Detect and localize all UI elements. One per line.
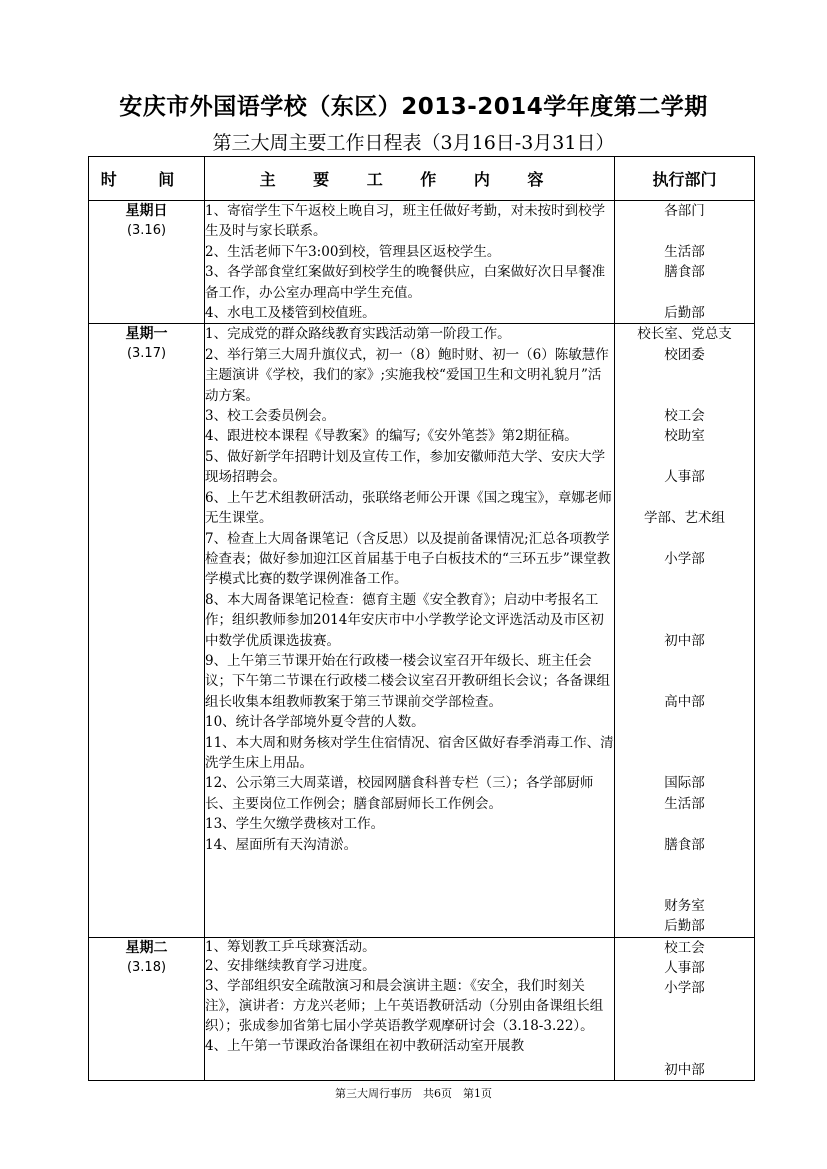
dept-label: 校工会 <box>664 939 705 956</box>
dept-label: 小学部 <box>664 550 705 567</box>
schedule-table <box>88 156 755 1081</box>
list-item: 2、生活老师下午3:00到校，管理县区返校学生。 <box>205 243 501 260</box>
dept-label: 高中部 <box>664 693 705 710</box>
list-item: 4、水电工及楼管到校值班。 <box>205 305 376 322</box>
table-header-row <box>89 157 755 201</box>
day-name: 星期日 <box>125 203 168 219</box>
list-item: 5、做好新学年招聘计划及宣传工作，参加安徽师范大学、安庆大学现场招聘会。 <box>205 448 606 486</box>
items-cell <box>205 201 615 324</box>
list-item: 3、学部组织安全疏散演习和晨会演讲主题：《安全，我们时刻关注》，演讲者：方龙兴老师；上午英语教研活动（分别由备课组长组织）；张成参加省第七届小学英语教学观摩研讨会（3.18-3.22）。 <box>205 978 604 1034</box>
items-cell <box>205 937 615 1081</box>
spacer <box>615 386 754 406</box>
day-cell <box>89 201 205 324</box>
list-item: 1、完成党的群众路线教育实践活动第一阶段工作。 <box>205 326 511 343</box>
spacer <box>615 753 754 773</box>
spacer <box>615 712 754 732</box>
dept-label: 校长室、党总支 <box>637 326 732 343</box>
spacer <box>615 610 754 630</box>
dept-label <box>615 283 754 303</box>
header-time: 时 间 <box>89 157 205 201</box>
list-item: 12、公示第三大周菜谱，校园网膳食科普专栏（三）；各学部厨师长、主要岗位工作例会；膳食部厨师长工作例会。 <box>205 775 594 812</box>
document-subtitle: 第三大周主要工作日程表（3月16日-3月31日） <box>212 132 615 154</box>
dept-label: 初中部 <box>664 1062 705 1079</box>
spacer <box>615 529 754 549</box>
dept-label: 膳食部 <box>664 264 705 281</box>
list-item: 14、屋面所有天沟清淤。 <box>205 836 358 853</box>
list-item: 11、本大周和财务核对学生住宿情况、宿舍区做好春季消毒工作、清洗学生床上用品。 <box>205 734 614 771</box>
dept-label: 人事部 <box>664 469 705 486</box>
dept-label <box>615 221 754 241</box>
list-item: 4、上午第一节课政治备课组在初中教研活动室开展教 <box>205 1037 525 1054</box>
header-dept: 执行部门 <box>615 157 755 201</box>
spacer <box>615 671 754 691</box>
spacer <box>615 1019 754 1039</box>
list-item: 3、各学部食堂红案做好到校学生的晚餐供应，白案做好次日早餐准备工作，办公室办理高中学生充值。 <box>205 264 606 301</box>
list-item: 4、跟进校本课程《导教案》的编写;《安外笔荟》第2期征稿。 <box>205 428 578 445</box>
list-item: 2、安排继续教育学习进度。 <box>205 958 376 975</box>
spacer <box>615 855 754 875</box>
day-date: (3.16) <box>126 223 167 238</box>
dept-label: 国际部 <box>664 775 705 792</box>
spacer <box>615 999 754 1019</box>
day-date: (3.17) <box>126 346 167 362</box>
spacer <box>615 447 754 467</box>
items-cell <box>205 324 615 937</box>
spacer <box>615 365 754 385</box>
dept-label: 膳食部 <box>664 836 705 853</box>
day-cell <box>89 324 205 937</box>
spacer <box>615 488 754 508</box>
dept-cell <box>615 201 755 324</box>
dept-label: 生活部 <box>664 795 705 812</box>
dept-label: 小学部 <box>664 980 705 997</box>
spacer <box>615 814 754 834</box>
spacer <box>615 1040 754 1060</box>
dept-label: 后勤部 <box>664 918 705 935</box>
document-title: 安庆市外国语学校（东区）2013-2014学年度第二学期 <box>119 94 708 120</box>
dept-label: 初中部 <box>664 632 705 649</box>
dept-cell <box>615 937 755 1081</box>
spacer <box>615 875 754 895</box>
list-item: 7、检查上大周备课笔记（含反思）以及提前备课情况;汇总各项教学检查表；做好参加迎江区首届基于电子白板技术的“三环五步”课堂教学模式比赛的数学课例准备工作。 <box>205 530 611 588</box>
list-item: 3、校工会委员例会。 <box>205 408 336 425</box>
dept-label: 各部门 <box>664 203 705 219</box>
spacer <box>615 569 754 589</box>
day-name: 星期一 <box>125 326 168 343</box>
header-content: 主 要 工 作 内 容 <box>205 157 615 201</box>
day-cell <box>89 937 205 1081</box>
list-item: 2、举行第三大周升旗仪式，初一（8）鲍时财、初一（6）陈敏慧作主题演讲《学校，我们的家》;实施我校“爱国卫生和文明礼貌月”活动方案。 <box>205 346 609 404</box>
list-item: 10、统计各学部境外夏令营的人数。 <box>205 714 425 731</box>
day-date: (3.18) <box>126 959 167 975</box>
dept-label: 后勤部 <box>664 305 705 322</box>
spacer <box>615 733 754 753</box>
spacer <box>615 590 754 610</box>
page-footer: 第三大周行事历 共6页 第1页 <box>335 1087 492 1100</box>
list-item: 6、上午艺术组教研活动，张联络老师公开课《国之瑰宝》，章娜老师无生课堂。 <box>205 489 612 527</box>
list-item: 1、寄宿学生下午返校上晚自习，班主任做好考勤，对未按时到校学生及时与家长联系。 <box>205 203 606 240</box>
spacer <box>615 651 754 671</box>
dept-label: 生活部 <box>664 243 705 260</box>
dept-label: 财务室 <box>664 897 705 914</box>
list-item: 8、本大周备课笔记检查：德育主题《安全教育》；启动中考报名工作；组织教师参加2014年安庆市中小学教学论文评选活动及市区初中数学优质课选拔赛。 <box>205 591 604 649</box>
dept-label: 人事部 <box>664 960 705 977</box>
list-item: 1、筹划教工乒乓球赛活动。 <box>205 938 376 955</box>
dept-label: 校工会 <box>664 408 705 425</box>
table-row <box>89 201 755 324</box>
list-item: 13、学生欠缴学费核对工作。 <box>205 816 385 833</box>
dept-cell <box>615 324 755 937</box>
day-name: 星期二 <box>125 939 168 956</box>
table-row <box>89 324 755 937</box>
table-row <box>89 937 755 1081</box>
dept-label: 学部、艺术组 <box>644 510 725 527</box>
dept-label: 校团委 <box>664 346 705 363</box>
list-item: 9、上午第三节课开始在行政楼一楼会议室召开年级长、班主任会议；下午第二节课在行政楼二楼会议室召开教研组长会议；各备课组组长收集本组教师教案于第三节课前交学部检查。 <box>205 652 610 710</box>
dept-label: 校助室 <box>664 428 705 445</box>
